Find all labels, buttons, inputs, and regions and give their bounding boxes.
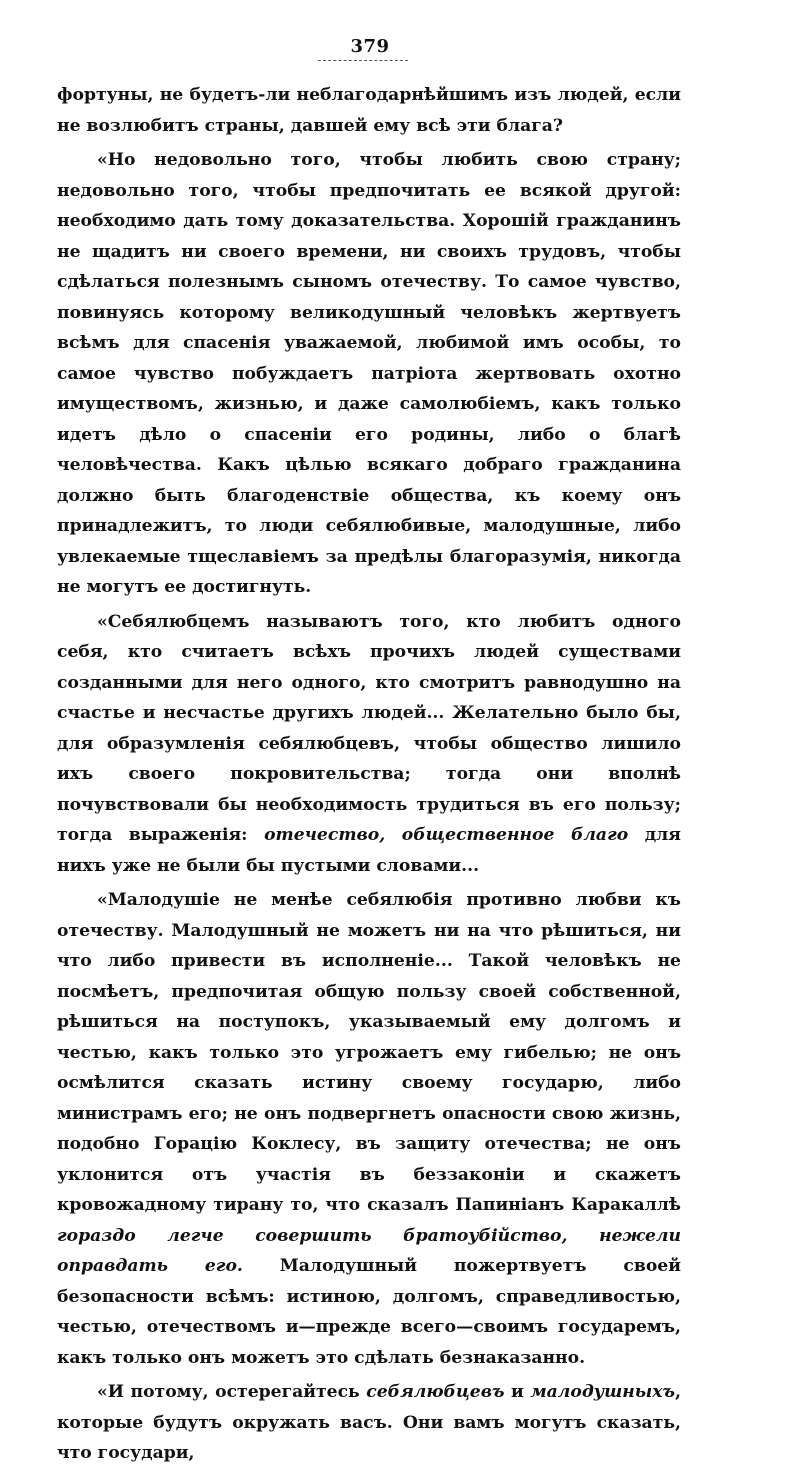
paragraph-5-emphasis-2: малодушныхъ: [530, 1382, 676, 1402]
paragraph-1-text: фортуны, не будетъ-ли неблагодарнѣйшимъ изъ людей, если не возлюбитъ страны, давшей ему всѣ эти блага?: [57, 85, 681, 136]
paragraph-2-text: «Но недовольно того, чтобы любить свою страну; недовольно того, чтобы предпочитать ее всякой другой: необходимо дать тому доказательства. Хорошій гражданинъ не щадитъ ни своего времени, ни своихъ трудовъ, чтобы сдѣлаться полезнымъ сыномъ отечеству. То самое чувство, повинуясь которому великодушный человѣкъ жертвуетъ всѣмъ для спасенія уважаемой, любимой имъ особы, то самое чувство побуждаетъ патріота жертвовать охотно имуществомъ, жизнью, и даже самолюбіемъ, какъ только идетъ дѣло о спасеніи его родины, либо о благѣ человѣчества. Какъ цѣлью всякаго добраго гражданина должно быть благоденствіе общества, къ коему онъ принадлежитъ, то люди себялюбивые, малодушные, либо увлекаемые тщеславіемъ за предѣлы благоразумія, никогда не могутъ ее достигнуть.: [57, 150, 681, 597]
paragraph-3: [57, 607, 681, 882]
paragraph-4-text-before: «Малодушіе не менѣе себялюбія противно любви къ отечеству. Малодушный не можетъ ни на что рѣшиться, ни что либо привести въ исполненіе... Такой человѣкъ не посмѣетъ, предпочитая общую пользу своей собственной, рѣшиться на поступокъ, указываемый ему долгомъ и честью, какъ только это угрожаетъ ему гибелью; не онъ осмѣлится сказать истину своему государю, либо министрамъ его; не онъ подвергнетъ опасности свою жизнь, подобно Горацію Коклесу, въ защиту отечества; не онъ уклонится отъ участія въ беззаконіи и скажетъ кровожадному тирану то, что сказалъ Папиніанъ Каракаллѣ: [57, 890, 681, 1215]
header-rule: [318, 60, 408, 61]
paragraph-3-text-after: для нихъ уже не были бы пустыми словами...: [57, 825, 681, 876]
paragraph-4: [57, 885, 681, 1373]
paragraph-5: [57, 1377, 681, 1469]
paragraph-5-text-before: «И потому, остерегайтесь: [97, 1382, 367, 1402]
paragraph-5-emphasis-1: себялюбцевъ: [366, 1382, 505, 1402]
paragraph-5-text-middle: и: [504, 1382, 531, 1402]
page-number: 379: [350, 36, 390, 57]
paragraph-1: [57, 80, 681, 141]
paragraph-2: [57, 145, 681, 603]
paragraph-5-text-after: , которые будутъ окружать васъ. Они вамъ могутъ сказать, что государи,: [57, 1382, 682, 1463]
paragraph-4-emphasis: гораздо легче совершить братоубійство, нежели оправдать его.: [57, 1225, 681, 1276]
paragraph-3-text-before: «Себялюбцемъ называютъ того, кто любитъ одного себя, кто считаетъ всѣхъ прочихъ людей существами созданными для него одного, кто смотритъ равнодушно на счастье и несчастье другихъ людей... Желательно было бы, для образумленія себялюбцевъ, чтобы общество лишило ихъ своего покровительства; тогда они вполнѣ почувствовали бы необходимость трудиться въ его пользу; тогда выраженія:: [57, 611, 681, 845]
paragraph-4-text-after: Малодушный пожертвуетъ своей безопасности всѣмъ: истиною, долгомъ, справедливостью, честью, отечествомъ и—прежде всего—своимъ государемъ, какъ только онъ можетъ это сдѣлать безнаказанно.: [57, 1256, 681, 1368]
paragraph-3-emphasis: отечество, общественное благо: [264, 825, 629, 845]
body-text: [57, 80, 681, 1469]
